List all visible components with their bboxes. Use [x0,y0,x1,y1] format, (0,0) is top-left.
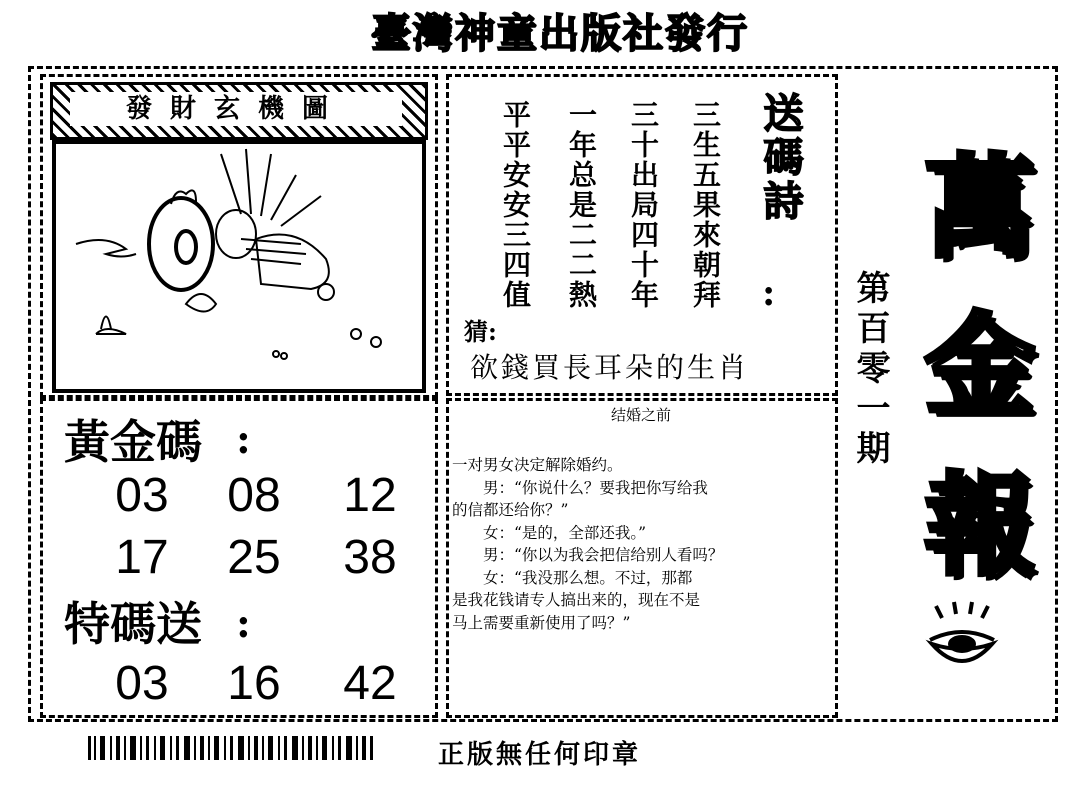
story-title: 结婚之前 [610,406,671,424]
gold-number: 38 [343,531,397,584]
picture-title: 發財玄機圖 [70,92,402,126]
barcode [88,736,378,764]
tiger-illustration [56,144,422,389]
story-line: 男：“你以为我会把信给别人看吗？ [452,546,724,564]
special-number: 16 [227,657,281,710]
special-number: 03 [115,657,169,710]
issue-number: 第百零一期 [850,270,890,470]
gold-number: 03 [115,469,169,522]
guess-label: 猜: [464,317,497,346]
story-line: 女：“我没那么想。不过，那都 [452,568,693,587]
brand-char-bao: 報 [925,462,1035,590]
fortune-illustration [52,140,426,393]
story-line: 男：“你说什么？要我把你写给我 [452,478,708,497]
special-code-label: 特碼送 [64,597,202,651]
gold-ingot-icon [922,600,1002,684]
gold-number: 17 [115,531,169,584]
poem-line-2: 三十出局四十年 [627,100,660,310]
poem-line-3: 一年总是二二熱 [565,100,598,310]
story-text [452,454,836,634]
poem-title: 送碼詩 [757,92,803,224]
gold-code-label: 黃金碼 [64,415,202,469]
footer-notice: 正版無任何印章 [438,740,642,770]
gold-number: 12 [343,469,397,522]
guess-text: 欲錢買長耳朵的生肖 [470,351,750,384]
story-line: 女：“是的，全部还我。” [452,523,647,542]
brand-char-jin: 金 [925,302,1035,430]
poem-colon: : [762,272,776,314]
story-line: 马上需要重新使用了吗？” [452,613,631,632]
story-line: 的信都还给你？” [452,501,569,519]
gold-number: 25 [227,531,281,584]
special-code-colon: : [236,600,251,647]
poem-line-4: 平平安安三四值 [499,100,532,310]
story-line: 是我花钱请专人搞出来的，现在不是 [452,591,701,609]
poem-line-1: 三生五果來朝拜 [689,100,722,310]
brand-char-wan: 萬 [925,144,1035,272]
gold-code-colon: : [236,416,251,463]
story-line: 一对男女决定解除婚约。 [452,456,623,474]
gold-number: 08 [227,469,281,522]
publisher-title: 臺灣神童出版社發行 [371,11,749,57]
special-number: 42 [343,657,397,710]
